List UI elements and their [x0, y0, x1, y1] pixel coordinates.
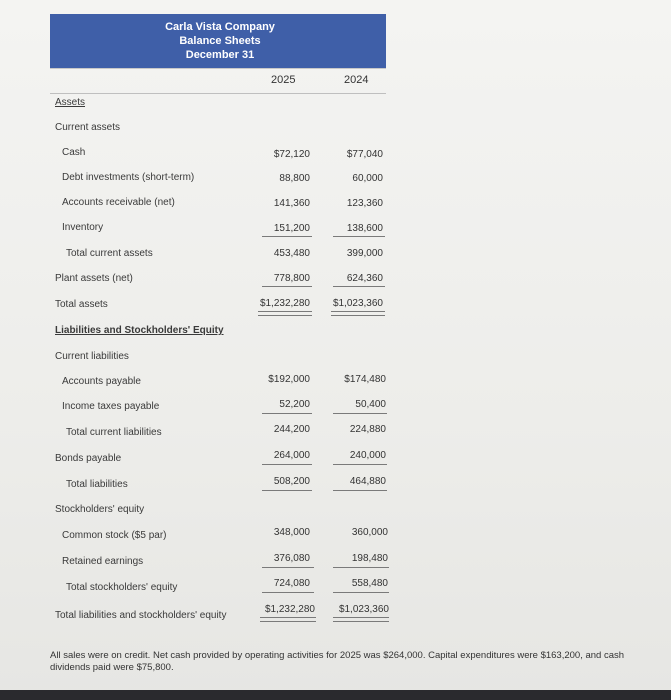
total-stockholders-equity-2025: 724,080 [273, 578, 310, 589]
total-assets-2025: $1,232,280 [259, 298, 310, 309]
inventory-2024-underline [333, 236, 385, 237]
retained-earnings-2025: 376,080 [273, 553, 310, 564]
debt-investments-2025: 88,800 [279, 173, 310, 184]
retained-earnings-label: Retained earnings [62, 556, 144, 567]
total-stockholders-equity-label: Total stockholders' equity [66, 582, 178, 593]
cash-2024: $77,040 [346, 149, 383, 160]
total-stockholders-equity-2024: 558,480 [351, 578, 388, 589]
total-liabilities-equity-label: Total liabilities and stockholders' equity [55, 610, 227, 621]
accounts-payable-2025: $192,000 [268, 374, 310, 385]
income-taxes-payable-label: Income taxes payable [62, 401, 160, 412]
cash-2025: $72,120 [273, 149, 310, 160]
accounts-receivable-2025: 141,360 [273, 198, 310, 209]
cash-label: Cash [62, 147, 86, 158]
total-equity-2024-underline [333, 592, 389, 593]
total-current-liabilities-2025: 244,200 [273, 424, 310, 435]
inventory-2024: 138,600 [346, 223, 383, 234]
total-liabilities-equity-2024: $1,023,360 [338, 604, 389, 615]
year-2025-header: 2025 [271, 74, 296, 86]
inventory-2025-underline [262, 236, 312, 237]
total-assets-2024: $1,023,360 [332, 298, 383, 309]
total-liabilities-label: Total liabilities [66, 479, 128, 490]
common-stock-2025: 348,000 [273, 527, 310, 538]
total-liabilities-2024: 464,880 [349, 476, 386, 487]
statement-header [50, 14, 386, 68]
year-2024-header: 2024 [344, 74, 369, 86]
inventory-2025: 151,200 [273, 223, 310, 234]
section-liabilities-equity: Liabilities and Stockholders' Equity [55, 325, 224, 336]
income-taxes-payable-2025: 52,200 [279, 399, 310, 410]
company-name: Carla Vista Company [165, 21, 275, 33]
current-assets-heading: Current assets [55, 122, 121, 133]
accounts-payable-2024: $174,480 [344, 374, 386, 385]
plant-assets-2024-underline [333, 286, 385, 287]
stockholders-equity-heading: Stockholders' equity [55, 504, 145, 515]
total-liab-equity-2024-double-underline [333, 617, 389, 622]
income-taxes-2025-underline [262, 413, 312, 414]
total-equity-2025-underline [262, 592, 314, 593]
plant-assets-2024: 624,360 [346, 273, 383, 284]
retained-earnings-2024-underline [333, 567, 389, 568]
total-liab-equity-2025-double-underline [260, 617, 316, 622]
bonds-payable-label: Bonds payable [55, 453, 122, 464]
bonds-payable-2025-underline [262, 464, 312, 465]
column-header-divider [50, 93, 386, 94]
current-liabilities-heading: Current liabilities [55, 351, 129, 362]
section-assets: Assets [55, 97, 86, 108]
total-current-assets-label: Total current assets [66, 248, 153, 259]
plant-assets-2025-underline [262, 286, 312, 287]
bonds-payable-2025: 264,000 [273, 450, 310, 461]
accounts-receivable-label: Accounts receivable (net) [62, 197, 175, 208]
statement-title: Balance Sheets [179, 35, 261, 47]
common-stock-label: Common stock ($5 par) [62, 530, 167, 541]
total-current-liabilities-2024: 224,880 [349, 424, 386, 435]
bonds-payable-2024-underline [333, 464, 387, 465]
total-liabilities-2025: 508,200 [273, 476, 310, 487]
retained-earnings-2024: 198,480 [351, 553, 388, 564]
plant-assets-label: Plant assets (net) [55, 273, 133, 284]
total-liabilities-2024-underline [333, 490, 387, 491]
total-assets-2024-double-underline [331, 311, 385, 316]
plant-assets-2025: 778,800 [273, 273, 310, 284]
debt-investments-label: Debt investments (short-term) [62, 172, 195, 183]
statement-date: December 31 [185, 49, 255, 61]
total-assets-2025-double-underline [258, 311, 312, 316]
income-taxes-2024-underline [333, 413, 387, 414]
debt-investments-2024: 60,000 [352, 173, 383, 184]
total-liabilities-equity-2025: $1,232,280 [264, 604, 315, 615]
bonds-payable-2024: 240,000 [349, 450, 386, 461]
accounts-receivable-2024: 123,360 [346, 198, 383, 209]
total-current-assets-2025: 453,480 [273, 248, 310, 259]
footnote: All sales were on credit. Net cash provided by operating activities for 2025 was $264,000. Capital expenditures were $163,200, and cash dividends paid were $75,800. [50, 650, 625, 673]
header-divider [50, 68, 386, 69]
inventory-label: Inventory [62, 222, 104, 233]
total-assets-label: Total assets [55, 299, 108, 310]
accounts-payable-label: Accounts payable [62, 376, 141, 387]
total-liabilities-2025-underline [262, 490, 312, 491]
income-taxes-payable-2024: 50,400 [355, 399, 386, 410]
total-current-liabilities-label: Total current liabilities [66, 427, 162, 438]
total-current-assets-2024: 399,000 [346, 248, 383, 259]
retained-earnings-2025-underline [262, 567, 314, 568]
common-stock-2024: 360,000 [351, 527, 388, 538]
bottom-edge-bar [0, 690, 671, 700]
